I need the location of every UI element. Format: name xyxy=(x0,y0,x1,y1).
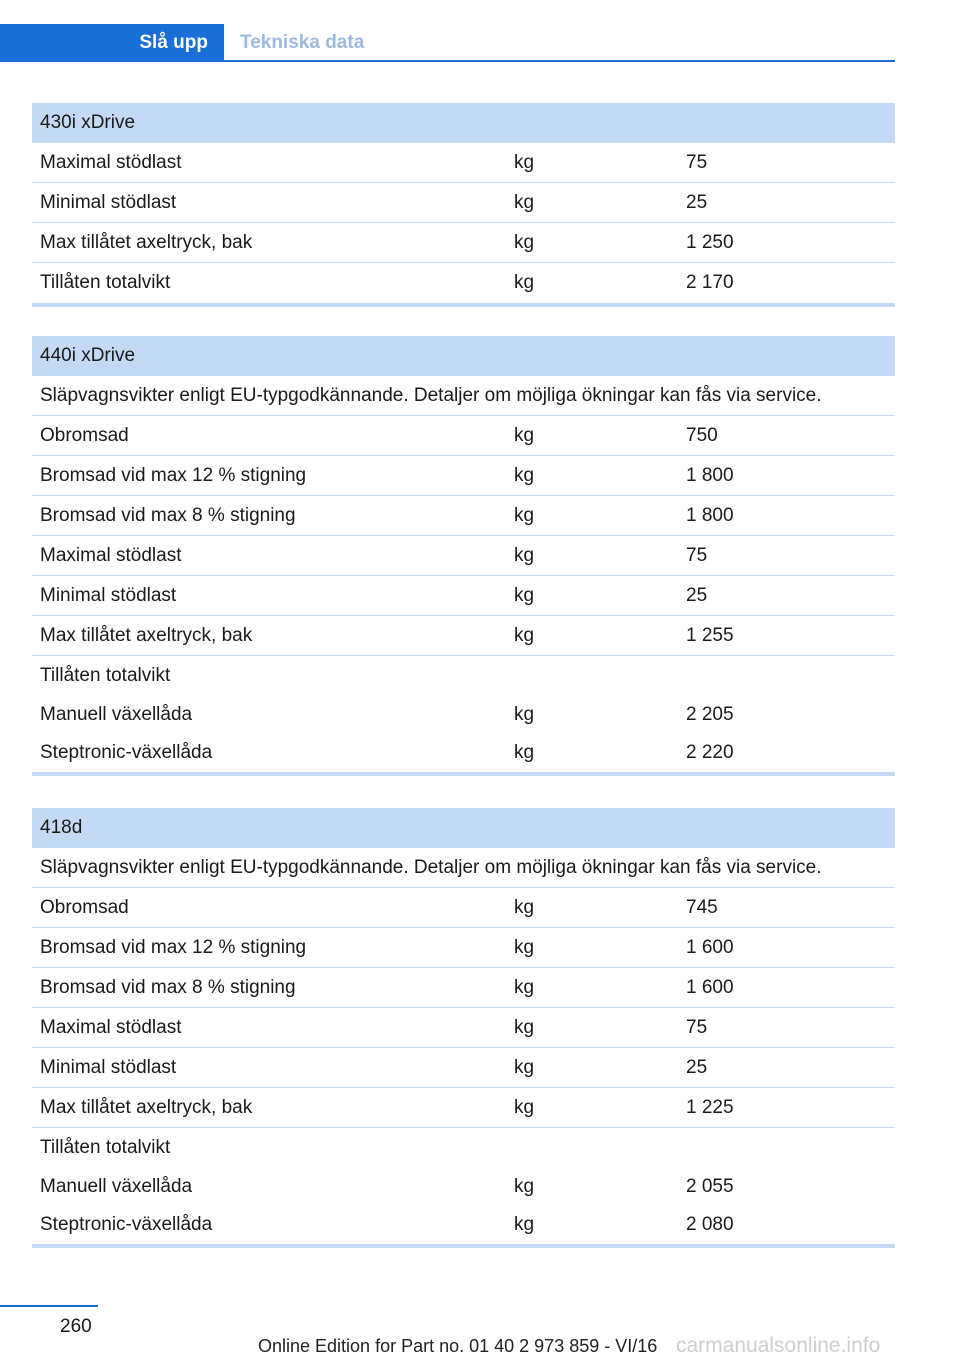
row-value: 1 600 xyxy=(686,976,734,998)
row-label: Minimal stödlast xyxy=(40,191,177,213)
row-value: 75 xyxy=(686,544,708,566)
table-row xyxy=(32,536,895,576)
table-row xyxy=(32,576,895,616)
tab-tekniska-data[interactable]: Tekniska data xyxy=(240,32,365,53)
row-unit: kg xyxy=(514,544,535,566)
top-nav-bar xyxy=(0,24,895,62)
row-value: 2 220 xyxy=(686,742,734,763)
row-unit: kg xyxy=(514,976,535,998)
table-row xyxy=(32,1088,895,1128)
row-unit: kg xyxy=(514,624,535,646)
row-value: 745 xyxy=(686,896,718,918)
spec-table-418d xyxy=(32,808,895,1248)
table-row xyxy=(32,1168,895,1206)
table-row xyxy=(32,223,895,263)
row-value: 2 205 xyxy=(686,704,734,725)
row-value: 1 255 xyxy=(686,624,734,646)
row-value: 1 225 xyxy=(686,1096,734,1118)
row-label: Manuell växellåda xyxy=(40,704,193,725)
row-unit: kg xyxy=(514,704,535,725)
table-note: Släpvagnsvikter enligt EU-typgodkännande. Detaljer om möjliga ökningar kan fås via service. xyxy=(40,384,822,406)
row-value: 75 xyxy=(686,151,708,173)
row-label: Obromsad xyxy=(40,424,129,446)
watermark: carmanualsonline.info xyxy=(676,1334,881,1357)
table-subheading-row xyxy=(32,1128,895,1168)
row-label: Tillåten totalvikt xyxy=(40,272,171,293)
row-value: 25 xyxy=(686,191,708,213)
row-label: Minimal stödlast xyxy=(40,1056,177,1078)
table-row xyxy=(32,696,895,734)
row-unit: kg xyxy=(514,1096,535,1118)
row-value: 2 080 xyxy=(686,1214,734,1235)
table-row xyxy=(32,183,895,223)
row-label: Max tillåtet axeltryck, bak xyxy=(40,1096,253,1118)
row-value: 750 xyxy=(686,424,718,446)
table-bottom-rule xyxy=(32,303,895,307)
row-value: 2 170 xyxy=(686,272,734,293)
table-row xyxy=(32,928,895,968)
row-value: 1 800 xyxy=(686,504,734,526)
row-unit: kg xyxy=(514,424,535,446)
table-bottom-rule xyxy=(32,772,895,776)
spec-table-430i-xdrive xyxy=(32,103,895,307)
row-label: Tillåten totalvikt xyxy=(40,1137,171,1158)
row-label: Maximal stödlast xyxy=(40,151,182,173)
row-value: 2 055 xyxy=(686,1176,734,1197)
table-note: Släpvagnsvikter enligt EU-typgodkännande. Detaljer om möjliga ökningar kan fås via service. xyxy=(40,856,822,878)
row-label: Bromsad vid max 12 % stigning xyxy=(40,464,307,486)
row-label: Bromsad vid max 8 % stigning xyxy=(40,976,296,998)
table-row xyxy=(32,968,895,1008)
nav-underline xyxy=(0,60,895,62)
row-label: Steptronic-växellåda xyxy=(40,1214,213,1235)
row-value: 1 800 xyxy=(686,464,734,486)
row-label: Tillåten totalvikt xyxy=(40,665,171,686)
row-unit: kg xyxy=(514,231,535,253)
row-label: Steptronic-växellåda xyxy=(40,742,213,763)
table-bottom-rule xyxy=(32,1244,895,1248)
row-unit: kg xyxy=(514,936,535,958)
row-value: 75 xyxy=(686,1016,708,1038)
row-unit: kg xyxy=(514,504,535,526)
row-label: Obromsad xyxy=(40,896,129,918)
row-value: 1 250 xyxy=(686,231,734,253)
spec-table-440i-xdrive xyxy=(32,336,895,776)
table-row xyxy=(32,416,895,456)
row-label: Bromsad vid max 12 % stigning xyxy=(40,936,307,958)
table-subheading-row xyxy=(32,656,895,696)
edition-note: Online Edition for Part no. 01 40 2 973 859 - VI/16 xyxy=(258,1336,658,1356)
table-header: 418d xyxy=(32,808,895,848)
page-number: 260 xyxy=(60,1316,92,1337)
page-number-rule xyxy=(0,1305,98,1307)
row-unit: kg xyxy=(514,151,535,173)
row-unit: kg xyxy=(514,896,535,918)
table-row xyxy=(32,1206,895,1244)
row-label: Manuell växellåda xyxy=(40,1176,193,1197)
row-unit: kg xyxy=(514,742,535,763)
row-label: Maximal stödlast xyxy=(40,1016,182,1038)
table-row xyxy=(32,616,895,656)
row-label: Minimal stödlast xyxy=(40,584,177,606)
row-value: 25 xyxy=(686,1056,708,1078)
row-value: 25 xyxy=(686,584,708,606)
row-unit: kg xyxy=(514,1016,535,1038)
row-value: 1 600 xyxy=(686,936,734,958)
table-row xyxy=(32,1048,895,1088)
row-unit: kg xyxy=(514,464,535,486)
row-unit: kg xyxy=(514,1214,535,1235)
row-unit: kg xyxy=(514,191,535,213)
row-label: Max tillåtet axeltryck, bak xyxy=(40,624,253,646)
table-row xyxy=(32,263,895,303)
tab-sla-upp[interactable]: Slå upp xyxy=(0,24,224,62)
table-row xyxy=(32,1008,895,1048)
row-unit: kg xyxy=(514,1176,535,1197)
table-note-row xyxy=(32,376,895,416)
row-unit: kg xyxy=(514,1056,535,1078)
row-unit: kg xyxy=(514,584,535,606)
row-label: Bromsad vid max 8 % stigning xyxy=(40,504,296,526)
table-header: 440i xDrive xyxy=(32,336,895,376)
table-row xyxy=(32,734,895,772)
table-row xyxy=(32,143,895,183)
row-label: Maximal stödlast xyxy=(40,544,182,566)
table-row xyxy=(32,496,895,536)
table-row xyxy=(32,888,895,928)
table-header: 430i xDrive xyxy=(32,103,895,143)
row-label: Max tillåtet axeltryck, bak xyxy=(40,231,253,253)
table-row xyxy=(32,456,895,496)
table-note-row xyxy=(32,848,895,888)
row-unit: kg xyxy=(514,272,535,293)
